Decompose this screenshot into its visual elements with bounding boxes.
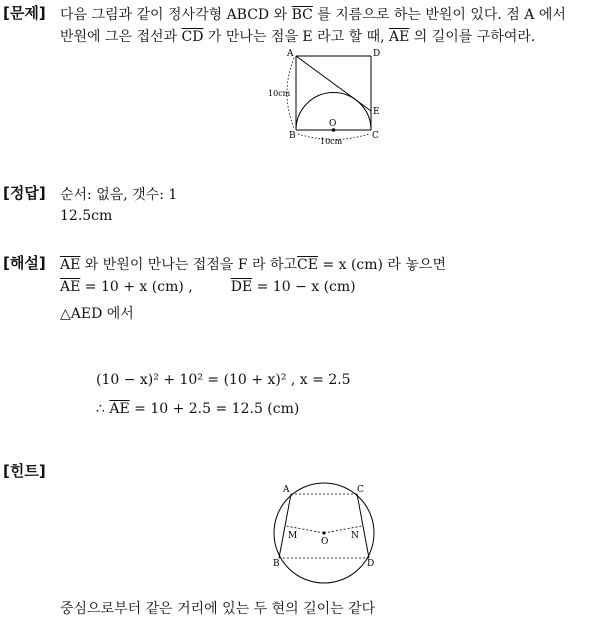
label-b: B <box>289 131 296 141</box>
explanation-line-1: $\overline{AE}$ 와 반원이 만나는 접점을 F 라 하고$\overline{CE} = x$ (cm) 라 놓으면 <box>60 257 446 273</box>
problem-line-2: 반원에 그은 접선과 $\overline{CD}$ 가 만나는 점을 E 라고 할 때, $\overline{AE}$ 의 길이를 구하여라. <box>60 29 536 45</box>
answer-line-1: 순서: 없음, 갯수: 1 <box>60 187 178 203</box>
hint-figure <box>266 480 384 586</box>
label-e: E <box>373 107 380 117</box>
label-d: D <box>373 49 381 59</box>
segment-bc: $\overline{BC}$ <box>291 7 313 23</box>
explanation-conclusion: ∴ $\overline{AE} = 10 + 2.5 = 12.5$ (cm) <box>96 401 300 417</box>
explanation-equation: (10 − x)² + 10² = (10 + x)² , x = 2.5 <box>96 372 351 388</box>
hint-label-n: N <box>351 531 359 541</box>
hint-tag: [힌트] <box>3 462 46 480</box>
problem-tag: [문제] <box>3 4 46 22</box>
side-length-label: 10cm <box>268 89 291 98</box>
explanation-tag: [해설] <box>3 254 46 272</box>
hint-label-a: A <box>283 485 290 495</box>
answer-line-2: 12.5cm <box>60 208 113 224</box>
explanation-line-3: △AED 에서 <box>60 306 134 322</box>
label-o: O <box>329 119 337 129</box>
explanation-line-2: $\overline{AE} = 10 + x$ (cm) , $\overline{DE} = 10 - x$ (cm) <box>60 279 356 295</box>
label-a: A <box>287 49 294 59</box>
label-c: C <box>372 131 379 141</box>
segment-ae: $\overline{AE}$ <box>389 29 410 45</box>
hint-label-m: M <box>288 531 298 541</box>
hint-label-b: B <box>273 559 280 569</box>
bottom-length-label: 10cm <box>320 137 343 146</box>
hint-label-c: C <box>357 485 364 495</box>
hint-label-o: O <box>321 537 329 547</box>
problem-line-1: 다음 그림과 같이 정사각형 ABCD 와 $\overline{BC}$ 를 지름으로 하는 반원이 있다. 점 A 에서 <box>60 7 566 23</box>
hint-text: 중심으로부터 같은 거리에 있는 두 현의 길이는 같다 <box>60 601 376 617</box>
segment-cd: $\overline{CD}$ <box>181 29 204 45</box>
hint-label-d: D <box>367 559 375 569</box>
problem-figure <box>262 46 384 146</box>
answer-tag: [정답] <box>3 184 46 202</box>
